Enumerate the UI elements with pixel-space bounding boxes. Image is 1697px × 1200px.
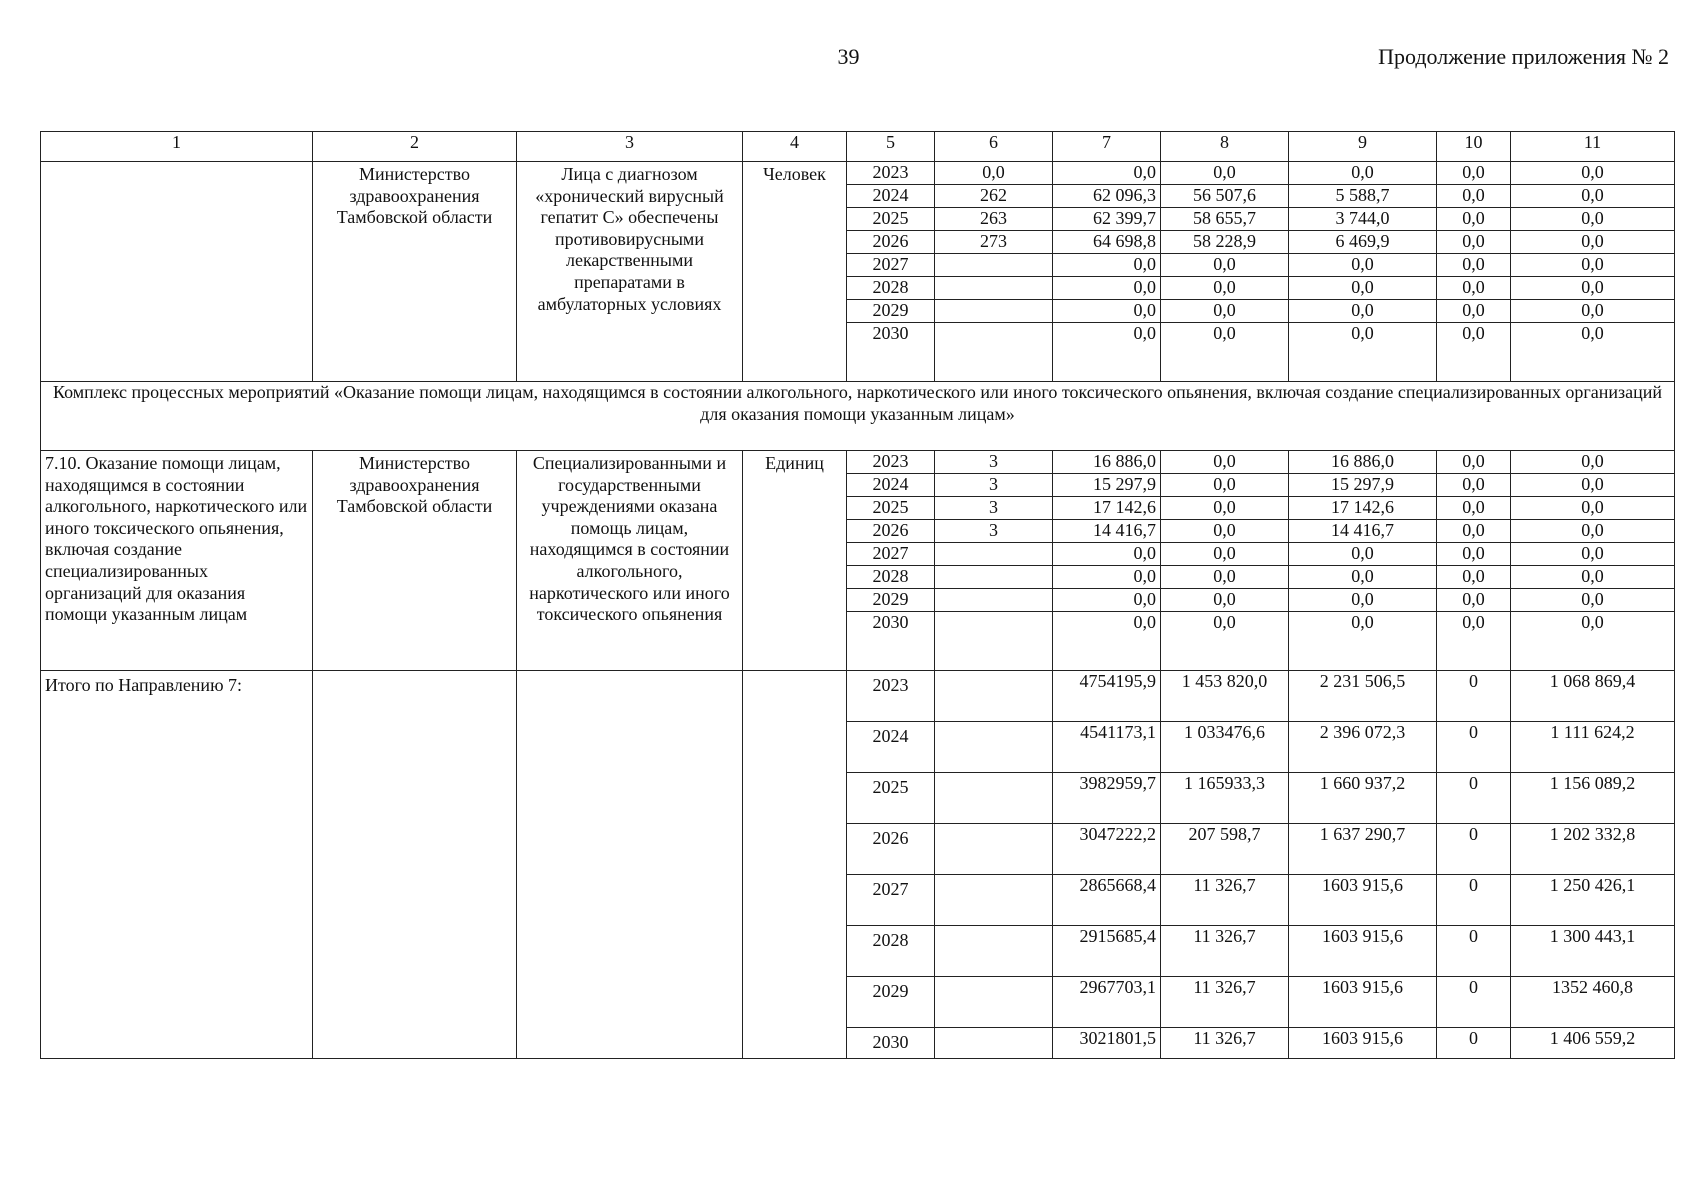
local-budget-cell: 0,0 <box>1437 277 1511 300</box>
regional-budget-cell: 1 637 290,7 <box>1289 824 1437 875</box>
table-body <box>41 132 1675 1059</box>
regional-budget-cell: 6 469,9 <box>1289 231 1437 254</box>
year-cell: 2025 <box>847 773 935 824</box>
total-funding-cell: 3982959,7 <box>1053 773 1161 824</box>
extrabudgetary-cell: 0,0 <box>1511 323 1675 382</box>
extrabudgetary-cell: 1352 460,8 <box>1511 977 1675 1028</box>
extrabudgetary-cell: 0,0 <box>1511 566 1675 589</box>
year-cell: 2023 <box>847 451 935 474</box>
budget-table <box>40 131 1675 1059</box>
extrabudgetary-cell: 0,0 <box>1511 589 1675 612</box>
year-cell: 2029 <box>847 589 935 612</box>
local-budget-cell: 0,0 <box>1437 451 1511 474</box>
total-empty-cell <box>313 671 517 1059</box>
extrabudgetary-cell: 0,0 <box>1511 185 1675 208</box>
extrabudgetary-cell: 1 250 426,1 <box>1511 875 1675 926</box>
indicator-value-cell: 263 <box>935 208 1053 231</box>
regional-budget-cell: 0,0 <box>1289 612 1437 671</box>
year-cell: 2029 <box>847 977 935 1028</box>
total-funding-cell: 4754195,9 <box>1053 671 1161 722</box>
column-header-5: 5 <box>847 132 935 162</box>
column-header-10: 10 <box>1437 132 1511 162</box>
column-header-1: 1 <box>41 132 313 162</box>
extrabudgetary-cell: 0,0 <box>1511 254 1675 277</box>
extrabudgetary-cell: 0,0 <box>1511 162 1675 185</box>
local-budget-cell: 0,0 <box>1437 162 1511 185</box>
indicator-value-cell <box>935 977 1053 1028</box>
intoxication-aid-unit-of-measure: Единиц <box>743 451 847 671</box>
column-number-row <box>41 132 1675 162</box>
regional-budget-cell: 2 231 506,5 <box>1289 671 1437 722</box>
federal-budget-cell: 0,0 <box>1161 589 1289 612</box>
indicator-value-cell: 273 <box>935 231 1053 254</box>
regional-budget-cell: 0,0 <box>1289 300 1437 323</box>
section-title-row <box>41 382 1675 451</box>
year-cell: 2024 <box>847 185 935 208</box>
extrabudgetary-cell: 1 156 089,2 <box>1511 773 1675 824</box>
total-empty-cell <box>517 671 743 1059</box>
local-budget-cell: 0,0 <box>1437 323 1511 382</box>
total-funding-cell: 0,0 <box>1053 543 1161 566</box>
total-funding-cell: 2967703,1 <box>1053 977 1161 1028</box>
regional-budget-cell: 2 396 072,3 <box>1289 722 1437 773</box>
extrabudgetary-cell: 0,0 <box>1511 543 1675 566</box>
hepatitis-result-description: Лица с диагнозом «хронический вирусный гепатит С» обеспечены противовирусными лекарственными препаратами в амбулаторных условиях <box>517 162 743 382</box>
local-budget-cell: 0 <box>1437 773 1511 824</box>
regional-budget-cell: 15 297,9 <box>1289 474 1437 497</box>
total-funding-cell: 0,0 <box>1053 589 1161 612</box>
total-funding-cell: 62 399,7 <box>1053 208 1161 231</box>
year-cell: 2028 <box>847 926 935 977</box>
total-funding-cell: 64 698,8 <box>1053 231 1161 254</box>
extrabudgetary-cell: 0,0 <box>1511 208 1675 231</box>
total-funding-cell: 2915685,4 <box>1053 926 1161 977</box>
extrabudgetary-cell: 0,0 <box>1511 520 1675 543</box>
total-funding-cell: 14 416,7 <box>1053 520 1161 543</box>
regional-budget-cell: 1603 915,6 <box>1289 1028 1437 1059</box>
total-label: Итого по Направлению 7: <box>41 671 313 1059</box>
indicator-value-cell <box>935 589 1053 612</box>
indicator-value-cell: 3 <box>935 474 1053 497</box>
total-funding-cell: 0,0 <box>1053 566 1161 589</box>
total-funding-cell: 0,0 <box>1053 277 1161 300</box>
local-budget-cell: 0,0 <box>1437 254 1511 277</box>
regional-budget-cell: 1603 915,6 <box>1289 926 1437 977</box>
extrabudgetary-cell: 0,0 <box>1511 497 1675 520</box>
federal-budget-cell: 1 165933,3 <box>1161 773 1289 824</box>
total-funding-cell: 0,0 <box>1053 300 1161 323</box>
federal-budget-cell: 11 326,7 <box>1161 926 1289 977</box>
regional-budget-cell: 5 588,7 <box>1289 185 1437 208</box>
federal-budget-cell: 58 228,9 <box>1161 231 1289 254</box>
year-cell: 2029 <box>847 300 935 323</box>
regional-budget-cell: 0,0 <box>1289 566 1437 589</box>
column-header-11: 11 <box>1511 132 1675 162</box>
extrabudgetary-cell: 0,0 <box>1511 277 1675 300</box>
indicator-value-cell <box>935 824 1053 875</box>
total-funding-cell: 16 886,0 <box>1053 451 1161 474</box>
indicator-value-cell <box>935 543 1053 566</box>
indicator-value-cell: 3 <box>935 497 1053 520</box>
indicator-value-cell: 3 <box>935 520 1053 543</box>
indicator-value-cell <box>935 773 1053 824</box>
year-cell: 2024 <box>847 474 935 497</box>
indicator-value-cell <box>935 612 1053 671</box>
total-empty-cell <box>743 671 847 1059</box>
year-cell: 2023 <box>847 671 935 722</box>
regional-budget-cell: 1603 915,6 <box>1289 977 1437 1028</box>
total-row <box>41 671 1675 722</box>
total-funding-cell: 3021801,5 <box>1053 1028 1161 1059</box>
federal-budget-cell: 0,0 <box>1161 300 1289 323</box>
federal-budget-cell: 56 507,6 <box>1161 185 1289 208</box>
indicator-value-cell: 0,0 <box>935 162 1053 185</box>
extrabudgetary-cell: 1 068 869,4 <box>1511 671 1675 722</box>
total-funding-cell: 3047222,2 <box>1053 824 1161 875</box>
year-cell: 2023 <box>847 162 935 185</box>
column-header-8: 8 <box>1161 132 1289 162</box>
extrabudgetary-cell: 0,0 <box>1511 300 1675 323</box>
indicator-value-cell <box>935 926 1053 977</box>
local-budget-cell: 0,0 <box>1437 208 1511 231</box>
year-cell: 2025 <box>847 497 935 520</box>
local-budget-cell: 0 <box>1437 875 1511 926</box>
year-cell: 2030 <box>847 1028 935 1059</box>
column-header-9: 9 <box>1289 132 1437 162</box>
regional-budget-cell: 0,0 <box>1289 254 1437 277</box>
total-funding-cell: 4541173,1 <box>1053 722 1161 773</box>
year-cell: 2027 <box>847 875 935 926</box>
federal-budget-cell: 0,0 <box>1161 497 1289 520</box>
total-funding-cell: 2865668,4 <box>1053 875 1161 926</box>
extrabudgetary-cell: 1 406 559,2 <box>1511 1028 1675 1059</box>
regional-budget-cell: 3 744,0 <box>1289 208 1437 231</box>
federal-budget-cell: 58 655,7 <box>1161 208 1289 231</box>
federal-budget-cell: 0,0 <box>1161 612 1289 671</box>
federal-budget-cell: 0,0 <box>1161 254 1289 277</box>
extrabudgetary-cell: 0,0 <box>1511 474 1675 497</box>
indicator-value-cell <box>935 254 1053 277</box>
local-budget-cell: 0,0 <box>1437 543 1511 566</box>
local-budget-cell: 0,0 <box>1437 497 1511 520</box>
column-header-4: 4 <box>743 132 847 162</box>
year-cell: 2027 <box>847 254 935 277</box>
indicator-value-cell <box>935 722 1053 773</box>
federal-budget-cell: 207 598,7 <box>1161 824 1289 875</box>
local-budget-cell: 0,0 <box>1437 612 1511 671</box>
column-header-7: 7 <box>1053 132 1161 162</box>
indicator-value-cell <box>935 875 1053 926</box>
local-budget-cell: 0 <box>1437 1028 1511 1059</box>
total-funding-cell: 15 297,9 <box>1053 474 1161 497</box>
appendix-continuation-label: Продолжение приложения № 2 <box>1378 44 1669 69</box>
extrabudgetary-cell: 0,0 <box>1511 451 1675 474</box>
regional-budget-cell: 1603 915,6 <box>1289 875 1437 926</box>
extrabudgetary-cell: 1 111 624,2 <box>1511 722 1675 773</box>
federal-budget-cell: 0,0 <box>1161 323 1289 382</box>
regional-budget-cell: 0,0 <box>1289 589 1437 612</box>
year-cell: 2028 <box>847 566 935 589</box>
local-budget-cell: 0,0 <box>1437 231 1511 254</box>
intoxication-aid-responsible-executor: Министерство здравоохранения Тамбовской области <box>313 451 517 671</box>
hepatitis-unit-of-measure: Человек <box>743 162 847 382</box>
federal-budget-cell: 0,0 <box>1161 451 1289 474</box>
local-budget-cell: 0,0 <box>1437 589 1511 612</box>
regional-budget-cell: 0,0 <box>1289 543 1437 566</box>
total-funding-cell: 17 142,6 <box>1053 497 1161 520</box>
section-title: Комплекс процессных мероприятий «Оказание помощи лицам, находящимся в состоянии алкогольного, наркотического или иного токсического опьянения, включая создание специализированных организаций для оказания помощи указанным лицам» <box>41 382 1675 451</box>
federal-budget-cell: 1 033476,6 <box>1161 722 1289 773</box>
federal-budget-cell: 0,0 <box>1161 543 1289 566</box>
column-header-6: 6 <box>935 132 1053 162</box>
table-row <box>41 451 1675 474</box>
federal-budget-cell: 0,0 <box>1161 566 1289 589</box>
total-funding-cell: 0,0 <box>1053 612 1161 671</box>
year-cell: 2028 <box>847 277 935 300</box>
local-budget-cell: 0,0 <box>1437 520 1511 543</box>
total-funding-cell: 0,0 <box>1053 323 1161 382</box>
total-funding-cell: 0,0 <box>1053 162 1161 185</box>
intoxication-aid-result-description: Специализированными и государственными учреждениями оказана помощь лицам, находящимся в состоянии алкогольного, наркотического или иного токсического опьянения <box>517 451 743 671</box>
total-funding-cell: 0,0 <box>1053 254 1161 277</box>
year-cell: 2026 <box>847 520 935 543</box>
federal-budget-cell: 0,0 <box>1161 520 1289 543</box>
federal-budget-cell: 1 453 820,0 <box>1161 671 1289 722</box>
local-budget-cell: 0 <box>1437 722 1511 773</box>
extrabudgetary-cell: 0,0 <box>1511 231 1675 254</box>
year-cell: 2026 <box>847 824 935 875</box>
year-cell: 2030 <box>847 612 935 671</box>
extrabudgetary-cell: 0,0 <box>1511 612 1675 671</box>
regional-budget-cell: 17 142,6 <box>1289 497 1437 520</box>
local-budget-cell: 0 <box>1437 824 1511 875</box>
federal-budget-cell: 11 326,7 <box>1161 1028 1289 1059</box>
indicator-value-cell <box>935 671 1053 722</box>
local-budget-cell: 0 <box>1437 977 1511 1028</box>
intoxication-aid-event-name: 7.10. Оказание помощи лицам, находящимся в состоянии алкогольного, наркотического или иного токсического опьянения, включая создание специализированных организаций для оказания помощи указанным лицам <box>41 451 313 671</box>
indicator-value-cell <box>935 566 1053 589</box>
year-cell: 2025 <box>847 208 935 231</box>
local-budget-cell: 0 <box>1437 926 1511 977</box>
indicator-value-cell: 3 <box>935 451 1053 474</box>
page-number: 39 <box>837 44 860 69</box>
year-cell: 2026 <box>847 231 935 254</box>
indicator-value-cell <box>935 323 1053 382</box>
local-budget-cell: 0,0 <box>1437 300 1511 323</box>
year-cell: 2030 <box>847 323 935 382</box>
local-budget-cell: 0,0 <box>1437 474 1511 497</box>
regional-budget-cell: 0,0 <box>1289 323 1437 382</box>
federal-budget-cell: 0,0 <box>1161 162 1289 185</box>
federal-budget-cell: 11 326,7 <box>1161 977 1289 1028</box>
column-header-3: 3 <box>517 132 743 162</box>
local-budget-cell: 0,0 <box>1437 185 1511 208</box>
federal-budget-cell: 0,0 <box>1161 277 1289 300</box>
year-cell: 2027 <box>847 543 935 566</box>
hepatitis-responsible-executor: Министерство здравоохранения Тамбовской области <box>313 162 517 382</box>
regional-budget-cell: 0,0 <box>1289 277 1437 300</box>
indicator-value-cell <box>935 277 1053 300</box>
year-cell: 2024 <box>847 722 935 773</box>
indicator-value-cell <box>935 300 1053 323</box>
total-funding-cell: 62 096,3 <box>1053 185 1161 208</box>
extrabudgetary-cell: 1 300 443,1 <box>1511 926 1675 977</box>
federal-budget-cell: 11 326,7 <box>1161 875 1289 926</box>
regional-budget-cell: 16 886,0 <box>1289 451 1437 474</box>
local-budget-cell: 0 <box>1437 671 1511 722</box>
indicator-value-cell <box>935 1028 1053 1059</box>
federal-budget-cell: 0,0 <box>1161 474 1289 497</box>
hepatitis-event-name <box>41 162 313 382</box>
regional-budget-cell: 14 416,7 <box>1289 520 1437 543</box>
table-row <box>41 162 1675 185</box>
column-header-2: 2 <box>313 132 517 162</box>
regional-budget-cell: 1 660 937,2 <box>1289 773 1437 824</box>
indicator-value-cell: 262 <box>935 185 1053 208</box>
regional-budget-cell: 0,0 <box>1289 162 1437 185</box>
local-budget-cell: 0,0 <box>1437 566 1511 589</box>
extrabudgetary-cell: 1 202 332,8 <box>1511 824 1675 875</box>
